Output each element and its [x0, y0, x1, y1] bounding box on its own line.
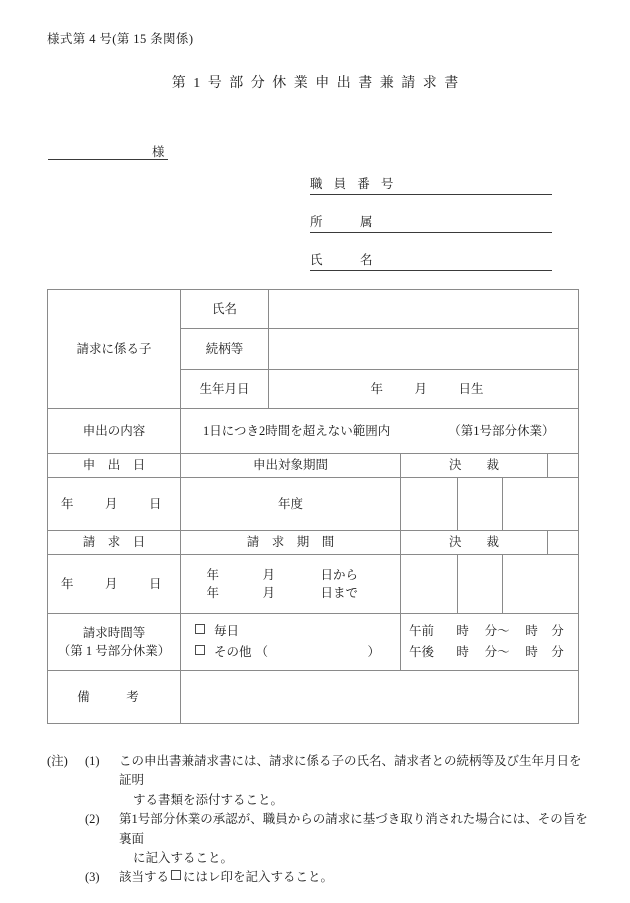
time-pm-start-minute-unit: 分～ [484, 645, 510, 659]
time-pm-label: 午後 [409, 645, 435, 659]
addressee-suffix: 様 [152, 145, 165, 159]
department-field[interactable] [310, 212, 552, 233]
checkbox-icon-other[interactable] [195, 645, 205, 655]
note-number-2: (2) [85, 812, 100, 827]
claim-period-input[interactable] [181, 555, 401, 614]
application-content-note: （第1号部分休業） [448, 423, 555, 438]
time-am-label: 午前 [409, 623, 435, 638]
remarks-input[interactable] [181, 671, 579, 724]
child-name-label: 氏名 [181, 290, 269, 329]
note-item-3 [47, 868, 592, 887]
addressee-blank-line[interactable] [48, 141, 168, 160]
employee-number-label: 職 員 番 号 [310, 177, 398, 191]
claim-time-label-line2: （第 1 号部分休業） [57, 644, 171, 658]
application-content-text: 1日につき2時間を超えない範囲内 [203, 423, 391, 438]
time-am-start-hour-unit: 時 [456, 623, 469, 638]
note-text-2-line2: に記入すること。 [133, 850, 234, 865]
claim-from-day-unit: 日から [320, 567, 359, 582]
application-day-unit: 日 [149, 496, 162, 511]
spacer [390, 422, 448, 440]
note-number-1: (1) [85, 754, 100, 768]
claim-approval-stamp-3[interactable] [503, 555, 579, 614]
note-text-3-after: にはレ印を記入すること。 [183, 870, 334, 885]
claim-date-input[interactable] [48, 555, 181, 614]
remarks-label-text: 備 考 [77, 689, 151, 704]
birth-month-unit: 月 [414, 381, 428, 396]
other-paren-open: （ [255, 645, 269, 659]
other-paren-close: ） [367, 645, 381, 659]
checkbox-icon-everyday[interactable] [195, 624, 205, 634]
employee-number-field[interactable] [310, 174, 552, 195]
checkbox-label-other: その他 [214, 645, 252, 659]
employee-name-label: 氏 名 [310, 253, 373, 267]
application-date-header: 申 出 日 [48, 454, 181, 478]
note-text-1-line2: する書類を添付すること。 [133, 792, 284, 807]
child-relation-label: 続柄等 [181, 329, 269, 370]
birth-year-unit: 年 [370, 381, 384, 396]
child-section-label: 請求に係る子 [48, 290, 181, 409]
time-row-pm[interactable] [409, 642, 568, 663]
time-am-start-minute-unit: 分～ [484, 623, 510, 638]
table-row-application-headers [48, 454, 579, 478]
claim-period-to [181, 584, 400, 602]
claim-time-label [48, 614, 181, 671]
time-pm-end-minute-unit: 分 [551, 645, 564, 659]
application-approval-header-spacer [548, 454, 579, 478]
employee-name-field[interactable] [310, 250, 552, 271]
claim-approval-stamp-1[interactable] [401, 555, 458, 614]
application-period-input[interactable]: 年度 [181, 478, 401, 531]
table-row-claim-time [48, 614, 579, 671]
claim-approval-stamp-2[interactable] [458, 555, 503, 614]
time-am-end-hour-unit: 時 [525, 623, 538, 638]
claim-time-range-group [401, 614, 579, 671]
time-pm-end-hour-unit: 時 [525, 645, 538, 659]
claim-date-header: 請 求 日 [48, 531, 181, 555]
claim-approval-header: 決 裁 [401, 531, 548, 555]
table-row-remarks [48, 671, 579, 724]
child-birthdate-label: 生年月日 [181, 370, 269, 409]
notes-section [47, 752, 592, 888]
table-row-claim-values [48, 555, 579, 614]
claim-month-unit: 月 [105, 576, 118, 591]
application-approval-stamp-3[interactable] [503, 478, 579, 531]
claim-to-day-unit: 日まで [320, 586, 359, 600]
claim-period-from [181, 566, 400, 584]
checkbox-row-other[interactable] [195, 642, 400, 663]
application-date-input[interactable] [48, 478, 181, 531]
application-month-unit: 月 [105, 496, 118, 511]
claim-time-label-line1: 請求時間等 [82, 625, 146, 640]
table-row-application-content [48, 409, 579, 454]
main-form-table [47, 289, 579, 724]
table-row-application-values [48, 478, 579, 531]
child-relation-input[interactable] [269, 329, 579, 370]
claim-approval-header-spacer [548, 531, 579, 555]
claim-day-unit: 日 [149, 576, 162, 591]
table-row-child-name [48, 290, 579, 329]
note-text-3 [119, 868, 592, 887]
note-item-1 [47, 752, 592, 810]
time-am-end-minute-unit: 分 [551, 623, 564, 638]
checkbox-icon-inline-note [171, 870, 181, 880]
claim-time-checkbox-group [181, 614, 401, 671]
note-text-2 [119, 810, 592, 868]
application-content-label: 申出の内容 [48, 409, 181, 454]
document-title: 第1号部分休業申出書兼請求書 [171, 76, 466, 91]
child-birthdate-input[interactable] [269, 370, 579, 409]
note-number-3: (3) [85, 870, 100, 885]
claim-from-month-unit: 月 [262, 567, 276, 582]
time-row-am[interactable] [409, 621, 568, 642]
application-approval-stamp-2[interactable] [458, 478, 503, 531]
checkbox-label-everyday: 毎日 [214, 623, 240, 638]
application-approval-header: 決 裁 [401, 454, 548, 478]
application-period-header: 申出対象期間 [181, 454, 401, 478]
claim-from-year-unit: 年 [206, 567, 220, 582]
claim-period-header: 請 求 期 間 [181, 531, 401, 555]
claim-to-month-unit: 月 [262, 586, 276, 600]
note-text-3-before: 該当する [119, 870, 170, 885]
note-item-2 [47, 810, 592, 868]
child-name-input[interactable] [269, 290, 579, 329]
note-text-2-line1: 第1号部分休業の承認が、職員からの請求に基づき取り消された場合には、その旨を裏面 [119, 812, 588, 846]
application-approval-stamp-1[interactable] [401, 478, 458, 531]
application-content-value [181, 409, 579, 454]
time-pm-start-hour-unit: 時 [456, 645, 469, 659]
claim-year-unit: 年 [61, 576, 74, 591]
application-year-unit: 年 [61, 496, 74, 511]
checkbox-row-everyday[interactable] [195, 621, 400, 642]
note-text-1-line1: この申出書兼請求書には、請求に係る子の氏名、請求者との続柄等及び生年月日を証明 [119, 754, 582, 788]
table-row-claim-headers [48, 531, 579, 555]
form-number: 様式第 4 号(第 15 条関係) [47, 32, 194, 46]
notes-marker: (注) [47, 754, 68, 768]
birth-day-unit: 日生 [458, 381, 484, 396]
claim-to-year-unit: 年 [206, 586, 220, 600]
remarks-label [48, 671, 181, 724]
note-text-1 [119, 752, 592, 810]
department-label: 所 属 [310, 215, 373, 229]
